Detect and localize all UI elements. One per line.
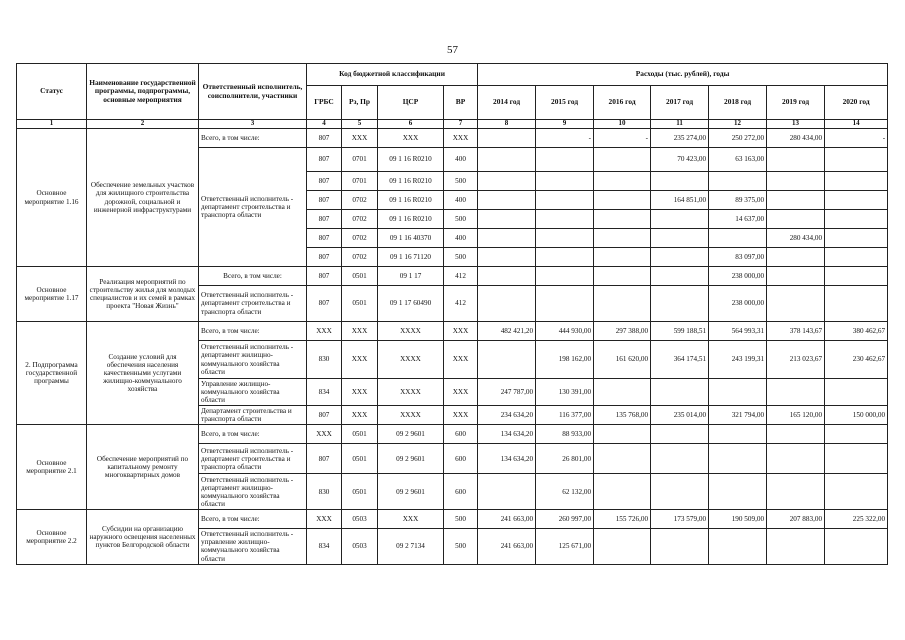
- header-rzpr: Рз, Пр: [342, 86, 378, 120]
- status-cell: Основное мероприятие 1.17: [17, 267, 87, 322]
- y2014-cell: 134 634,20: [478, 425, 536, 444]
- y2016-cell: [594, 474, 651, 510]
- csr-cell: 09 2 9601: [378, 425, 444, 444]
- grbs-cell: 807: [307, 172, 342, 191]
- y2019-cell: 213 023,67: [767, 341, 825, 379]
- status-cell: Основное мероприятие 2.1: [17, 425, 87, 510]
- csr-cell: XXXX: [378, 322, 444, 341]
- rzpr-cell: 0501: [342, 474, 378, 510]
- y2017-cell: [651, 379, 709, 406]
- grbs-cell: 830: [307, 474, 342, 510]
- rzpr-cell: XXX: [342, 379, 378, 406]
- executor-cell: Ответственный исполнитель - департамент строительства и транспорта области: [199, 286, 307, 322]
- y2014-cell: 482 421,20: [478, 322, 536, 341]
- vr-cell: 500: [444, 248, 478, 267]
- y2017-cell: [651, 444, 709, 474]
- y2018-cell: 250 272,00: [709, 129, 767, 148]
- y2017-cell: [651, 229, 709, 248]
- csr-cell: XXX: [378, 129, 444, 148]
- y2020-cell: [825, 267, 888, 286]
- table-row: [17, 425, 888, 444]
- y2017-cell: 364 174,51: [651, 341, 709, 379]
- y2017-cell: 235 014,00: [651, 406, 709, 425]
- y2017-cell: [651, 210, 709, 229]
- vr-cell: 412: [444, 267, 478, 286]
- vr-cell: 500: [444, 510, 478, 529]
- y2019-cell: [767, 148, 825, 172]
- vr-cell: 600: [444, 425, 478, 444]
- y2017-cell: [651, 267, 709, 286]
- y2020-cell: [825, 148, 888, 172]
- y2018-cell: 14 637,00: [709, 210, 767, 229]
- grbs-cell: 807: [307, 248, 342, 267]
- y2018-cell: [709, 379, 767, 406]
- y2020-cell: [825, 286, 888, 322]
- y2017-cell: [651, 172, 709, 191]
- column-number: 14: [825, 120, 888, 129]
- header-expenses: Расходы (тыс. рублей), годы: [478, 64, 888, 86]
- y2018-cell: [709, 444, 767, 474]
- column-number: 9: [536, 120, 594, 129]
- budget-table: [16, 63, 888, 565]
- y2020-cell: 150 000,00: [825, 406, 888, 425]
- page-number: 57: [447, 44, 458, 56]
- y2016-cell: [594, 529, 651, 564]
- executor-cell: Департамент строительства и транспорта области: [199, 406, 307, 425]
- y2014-cell: [478, 129, 536, 148]
- y2020-cell: 380 462,67: [825, 322, 888, 341]
- rzpr-cell: 0503: [342, 510, 378, 529]
- y2019-cell: [767, 172, 825, 191]
- table-row: [17, 267, 888, 286]
- vr-cell: 500: [444, 172, 478, 191]
- grbs-cell: XXX: [307, 322, 342, 341]
- program-name-cell: Субсидии на организацию наружного освещения населенных пунктов Белгородской области: [87, 510, 199, 564]
- grbs-cell: 830: [307, 341, 342, 379]
- vr-cell: 500: [444, 210, 478, 229]
- y2015-cell: [536, 172, 594, 191]
- y2015-cell: 198 162,00: [536, 341, 594, 379]
- y2020-cell: [825, 425, 888, 444]
- column-number: 8: [478, 120, 536, 129]
- y2019-cell: [767, 529, 825, 564]
- y2017-cell: [651, 425, 709, 444]
- y2015-cell: 116 377,00: [536, 406, 594, 425]
- y2018-cell: [709, 529, 767, 564]
- y2014-cell: [478, 341, 536, 379]
- y2014-cell: [478, 286, 536, 322]
- y2015-cell: 26 801,00: [536, 444, 594, 474]
- rzpr-cell: 0501: [342, 286, 378, 322]
- y2018-cell: 238 000,00: [709, 267, 767, 286]
- csr-cell: 09 1 16 R0210: [378, 210, 444, 229]
- executor-cell: Всего, в том числе:: [199, 267, 307, 286]
- csr-cell: 09 2 9601: [378, 474, 444, 510]
- y2019-cell: [767, 379, 825, 406]
- y2016-cell: 155 726,00: [594, 510, 651, 529]
- program-name-cell: Обеспечение мероприятий по капитальному ремонту многоквартирных домов: [87, 425, 199, 510]
- y2014-cell: [478, 191, 536, 210]
- header-year: 2016 год: [594, 86, 651, 120]
- grbs-cell: 834: [307, 379, 342, 406]
- y2020-cell: [825, 529, 888, 564]
- column-number: 1: [17, 120, 87, 129]
- table-row: [17, 510, 888, 529]
- vr-cell: 400: [444, 191, 478, 210]
- y2019-cell: [767, 444, 825, 474]
- csr-cell: 09 1 17: [378, 267, 444, 286]
- y2015-cell: 62 132,00: [536, 474, 594, 510]
- y2014-cell: 241 663,00: [478, 510, 536, 529]
- grbs-cell: 807: [307, 229, 342, 248]
- y2020-cell: [825, 444, 888, 474]
- y2015-cell: [536, 191, 594, 210]
- column-number-row: [17, 120, 888, 129]
- vr-cell: 412: [444, 286, 478, 322]
- y2014-cell: [478, 267, 536, 286]
- y2020-cell: [825, 210, 888, 229]
- grbs-cell: 807: [307, 267, 342, 286]
- y2015-cell: 125 671,00: [536, 529, 594, 564]
- rzpr-cell: 0501: [342, 444, 378, 474]
- rzpr-cell: 0702: [342, 210, 378, 229]
- column-number: 11: [651, 120, 709, 129]
- y2014-cell: [478, 210, 536, 229]
- y2014-cell: [478, 172, 536, 191]
- y2015-cell: [536, 148, 594, 172]
- y2017-cell: 235 274,00: [651, 129, 709, 148]
- rzpr-cell: XXX: [342, 406, 378, 425]
- y2017-cell: 599 188,51: [651, 322, 709, 341]
- header-year: 2018 год: [709, 86, 767, 120]
- column-number: 6: [378, 120, 444, 129]
- header-vr: ВР: [444, 86, 478, 120]
- y2017-cell: 173 579,00: [651, 510, 709, 529]
- rzpr-cell: XXX: [342, 322, 378, 341]
- header-year: 2014 год: [478, 86, 536, 120]
- rzpr-cell: XXX: [342, 341, 378, 379]
- y2016-cell: 161 620,00: [594, 341, 651, 379]
- grbs-cell: 807: [307, 129, 342, 148]
- executor-cell: Всего, в том числе:: [199, 322, 307, 341]
- y2015-cell: [536, 248, 594, 267]
- y2017-cell: [651, 286, 709, 322]
- y2016-cell: 297 388,00: [594, 322, 651, 341]
- y2018-cell: [709, 172, 767, 191]
- rzpr-cell: 0701: [342, 148, 378, 172]
- y2019-cell: [767, 267, 825, 286]
- y2018-cell: 564 993,31: [709, 322, 767, 341]
- y2018-cell: 83 097,00: [709, 248, 767, 267]
- y2020-cell: [825, 248, 888, 267]
- column-number: 10: [594, 120, 651, 129]
- y2016-cell: [594, 444, 651, 474]
- vr-cell: 400: [444, 229, 478, 248]
- y2019-cell: [767, 286, 825, 322]
- y2016-cell: [594, 148, 651, 172]
- y2020-cell: 230 462,67: [825, 341, 888, 379]
- y2016-cell: [594, 210, 651, 229]
- csr-cell: 09 1 16 R0210: [378, 191, 444, 210]
- grbs-cell: 807: [307, 444, 342, 474]
- header-year: 2020 год: [825, 86, 888, 120]
- status-cell: Основное мероприятие 2.2: [17, 510, 87, 564]
- grbs-cell: 807: [307, 406, 342, 425]
- y2016-cell: [594, 229, 651, 248]
- y2016-cell: [594, 172, 651, 191]
- csr-cell: 09 1 16 40370: [378, 229, 444, 248]
- y2019-cell: [767, 425, 825, 444]
- y2015-cell: [536, 286, 594, 322]
- y2019-cell: [767, 248, 825, 267]
- y2017-cell: 164 851,00: [651, 191, 709, 210]
- grbs-cell: 807: [307, 210, 342, 229]
- y2015-cell: 130 391,00: [536, 379, 594, 406]
- rzpr-cell: 0702: [342, 248, 378, 267]
- header-program-name: Наименование государственной программы, подпрограммы, основные мероприятия: [87, 64, 199, 120]
- y2016-cell: [594, 191, 651, 210]
- csr-cell: 09 2 7134: [378, 529, 444, 564]
- executor-cell: Ответственный исполнитель - департамент жилищно-коммунального хозяйства области: [199, 474, 307, 510]
- y2016-cell: -: [594, 129, 651, 148]
- executor-cell: Ответственный исполнитель - департамент строительства и транспорта области: [199, 148, 307, 267]
- executor-cell: Всего, в том числе:: [199, 129, 307, 148]
- rzpr-cell: 0702: [342, 229, 378, 248]
- grbs-cell: XXX: [307, 510, 342, 529]
- csr-cell: 09 1 16 R0210: [378, 148, 444, 172]
- y2018-cell: [709, 229, 767, 248]
- y2016-cell: [594, 379, 651, 406]
- y2020-cell: [825, 379, 888, 406]
- grbs-cell: XXX: [307, 425, 342, 444]
- grbs-cell: 807: [307, 148, 342, 172]
- column-number: 4: [307, 120, 342, 129]
- y2019-cell: 280 434,00: [767, 229, 825, 248]
- y2018-cell: [709, 474, 767, 510]
- y2020-cell: [825, 229, 888, 248]
- executor-cell: Ответственный исполнитель - департамент строительства и транспорта области: [199, 444, 307, 474]
- executor-cell: Всего, в том числе:: [199, 425, 307, 444]
- csr-cell: 09 1 16 R0210: [378, 172, 444, 191]
- y2019-cell: [767, 474, 825, 510]
- status-cell: Основное мероприятие 1.16: [17, 129, 87, 267]
- y2019-cell: 280 434,00: [767, 129, 825, 148]
- y2020-cell: [825, 191, 888, 210]
- y2017-cell: [651, 248, 709, 267]
- y2014-cell: [478, 248, 536, 267]
- vr-cell: 500: [444, 529, 478, 564]
- vr-cell: XXX: [444, 129, 478, 148]
- y2014-cell: 134 634,20: [478, 444, 536, 474]
- y2020-cell: 225 322,00: [825, 510, 888, 529]
- y2015-cell: 444 930,00: [536, 322, 594, 341]
- y2019-cell: [767, 210, 825, 229]
- header-grbs: ГРБС: [307, 86, 342, 120]
- csr-cell: 09 1 16 71120: [378, 248, 444, 267]
- rzpr-cell: 0701: [342, 172, 378, 191]
- y2019-cell: 207 883,00: [767, 510, 825, 529]
- header-year: 2019 год: [767, 86, 825, 120]
- program-name-cell: Создание условий для обеспечения населения качественными услугами жилищно-коммунального хозяйства: [87, 322, 199, 425]
- csr-cell: 09 1 17 60490: [378, 286, 444, 322]
- status-cell: 2. Подпрограмма государственной программы: [17, 322, 87, 425]
- y2020-cell: [825, 172, 888, 191]
- y2015-cell: 260 997,00: [536, 510, 594, 529]
- y2018-cell: 89 375,00: [709, 191, 767, 210]
- column-number: 7: [444, 120, 478, 129]
- grbs-cell: 807: [307, 191, 342, 210]
- y2016-cell: [594, 248, 651, 267]
- header-executor: Ответственный исполнитель, соисполнители, участники: [199, 64, 307, 120]
- y2016-cell: [594, 267, 651, 286]
- column-number: 5: [342, 120, 378, 129]
- executor-cell: Ответственный исполнитель - управление жилищно-коммунального хозяйства области: [199, 529, 307, 564]
- y2016-cell: [594, 425, 651, 444]
- table-body: [17, 120, 888, 565]
- rzpr-cell: 0501: [342, 267, 378, 286]
- program-name-cell: Реализация мероприятий по строительству жилья для молодых специалистов и их семей в рамках проекта "Новая Жизнь": [87, 267, 199, 322]
- y2018-cell: 238 000,00: [709, 286, 767, 322]
- rzpr-cell: XXX: [342, 129, 378, 148]
- vr-cell: XXX: [444, 341, 478, 379]
- y2018-cell: 63 163,00: [709, 148, 767, 172]
- y2019-cell: 165 120,00: [767, 406, 825, 425]
- y2017-cell: [651, 529, 709, 564]
- rzpr-cell: 0501: [342, 425, 378, 444]
- y2014-cell: [478, 148, 536, 172]
- y2019-cell: [767, 191, 825, 210]
- rzpr-cell: 0702: [342, 191, 378, 210]
- csr-cell: 09 2 9601: [378, 444, 444, 474]
- executor-cell: Управление жилищно-коммунального хозяйства области: [199, 379, 307, 406]
- y2015-cell: -: [536, 129, 594, 148]
- table-row: [17, 322, 888, 341]
- y2015-cell: [536, 210, 594, 229]
- y2014-cell: [478, 229, 536, 248]
- csr-cell: XXXX: [378, 406, 444, 425]
- executor-cell: Всего, в том числе:: [199, 510, 307, 529]
- vr-cell: 400: [444, 148, 478, 172]
- header-year: 2017 год: [651, 86, 709, 120]
- csr-cell: XXXX: [378, 379, 444, 406]
- header-year: 2015 год: [536, 86, 594, 120]
- y2018-cell: 243 199,31: [709, 341, 767, 379]
- y2018-cell: 190 509,00: [709, 510, 767, 529]
- y2017-cell: [651, 474, 709, 510]
- rzpr-cell: 0503: [342, 529, 378, 564]
- column-number: 2: [87, 120, 199, 129]
- y2018-cell: [709, 425, 767, 444]
- y2016-cell: 135 768,00: [594, 406, 651, 425]
- y2014-cell: [478, 474, 536, 510]
- vr-cell: 600: [444, 444, 478, 474]
- column-number: 12: [709, 120, 767, 129]
- table-row: [17, 129, 888, 148]
- y2014-cell: 241 663,00: [478, 529, 536, 564]
- y2015-cell: [536, 267, 594, 286]
- column-number: 3: [199, 120, 307, 129]
- y2015-cell: 88 933,00: [536, 425, 594, 444]
- grbs-cell: 807: [307, 286, 342, 322]
- y2020-cell: [825, 474, 888, 510]
- y2014-cell: 247 787,00: [478, 379, 536, 406]
- executor-cell: Ответственный исполнитель - департамент жилищно-коммунального хозяйства области: [199, 341, 307, 379]
- vr-cell: XXX: [444, 379, 478, 406]
- header-budget-code: Код бюджетной классификации: [307, 64, 478, 86]
- y2018-cell: 321 794,00: [709, 406, 767, 425]
- y2015-cell: [536, 229, 594, 248]
- grbs-cell: 834: [307, 529, 342, 564]
- vr-cell: XXX: [444, 406, 478, 425]
- csr-cell: XXXX: [378, 341, 444, 379]
- vr-cell: XXX: [444, 322, 478, 341]
- program-name-cell: Обеспечение земельных участков для жилищного строительства дорожной, социальной и инженерной инфраструктурами: [87, 129, 199, 267]
- y2019-cell: 378 143,67: [767, 322, 825, 341]
- column-number: 13: [767, 120, 825, 129]
- y2020-cell: -: [825, 129, 888, 148]
- y2014-cell: 234 634,20: [478, 406, 536, 425]
- y2017-cell: 70 423,00: [651, 148, 709, 172]
- header-csr: ЦСР: [378, 86, 444, 120]
- csr-cell: XXX: [378, 510, 444, 529]
- header-status: Статус: [17, 64, 87, 120]
- y2016-cell: [594, 286, 651, 322]
- vr-cell: 600: [444, 474, 478, 510]
